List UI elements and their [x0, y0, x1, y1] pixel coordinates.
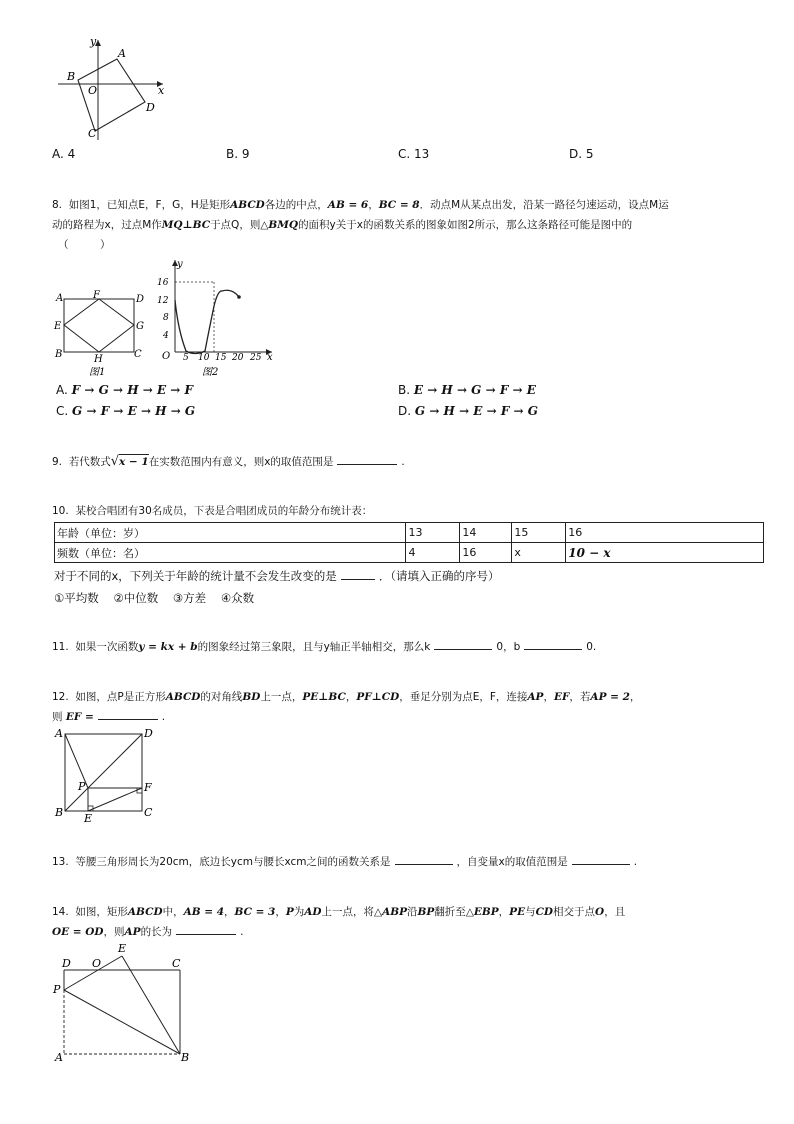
q14-answer-blank[interactable]: [176, 923, 236, 935]
q8-figure-1: [52, 288, 152, 380]
q8-fig2-xtick: 10: [198, 353, 210, 363]
q12-label-P: P: [78, 780, 86, 793]
q8-fig2-ytick: 4: [163, 331, 169, 341]
q14-label-C: C: [172, 957, 181, 970]
q8-fig1-label-D: D: [136, 294, 145, 305]
q12-stem-line1: 12. 如图，点P是正方形ABCD的对角线BD上一点，PE⊥BC，PF⊥CD，垂足分别为点E，F，连接AP，EF，若AP = 2，: [52, 691, 641, 703]
q10-age-table: [54, 522, 764, 563]
q8-stem-line2: 动的路程为x，过点M作MQ⊥BC于点Q，则△BMQ的面积y关于x的函数关系的图象如图2所示，那么这条路径可能是图中的: [52, 219, 633, 231]
q14-label-E: E: [118, 942, 127, 955]
q7-label-y: y: [90, 35, 97, 48]
table-cell: 10 − x: [566, 543, 764, 563]
table-row: [55, 523, 764, 543]
q13-function-blank[interactable]: [395, 853, 453, 865]
q7-label-D: D: [146, 101, 155, 114]
q11-k-blank[interactable]: [434, 638, 492, 650]
q8-fig2-caption: 图2: [202, 367, 219, 378]
q12-label-A: A: [55, 727, 63, 740]
q11-stem: 11. 如果一次函数y = kx + b的图象经过第三象限，且与y轴正半轴相交，那么k 0，b 0.: [52, 638, 596, 656]
q10-question: 对于不同的x，下列关于年龄的统计量不会发生改变的是 ．（请填入正确的序号）: [54, 569, 500, 583]
q8-option-d[interactable]: D. G → H → E → F → G: [398, 404, 539, 418]
q7-figure: [50, 32, 175, 144]
q8-answer-paren: （ ）: [58, 239, 111, 251]
q8-option-c[interactable]: C. G → F → E → H → G: [56, 404, 196, 418]
q7-option-d[interactable]: D. 5: [569, 147, 594, 161]
q8-fig2-label-origin: O: [162, 351, 171, 362]
q14-label-P: P: [53, 983, 61, 996]
q8-fig1-label-H: H: [94, 354, 103, 365]
q8-fig1-caption: 图1: [89, 367, 106, 378]
q14-label-A: A: [55, 1051, 63, 1064]
q14-label-O: O: [92, 957, 102, 970]
q7-option-c[interactable]: C. 13: [398, 147, 430, 161]
q8-fig2-xtick: 20: [232, 353, 244, 363]
table-cell: 13: [406, 523, 460, 543]
q8-fig2-xtick: 25: [250, 353, 262, 363]
q7-option-a[interactable]: A. 4: [52, 147, 76, 161]
q8-fig1-label-E: E: [54, 321, 62, 332]
q14-stem-line1: 14. 如图，矩形ABCD中，AB = 4，BC = 3，P为AD上一点，将△ABP沿BP翻折至△EBP，PE与CD相交于点O，且: [52, 906, 626, 918]
q8-fig1-label-A: A: [56, 293, 64, 304]
q8-fig2-label-y: y: [177, 259, 183, 270]
q12-answer-blank[interactable]: [98, 708, 158, 720]
q8-stem-line1: 8. 如图1，已知点E，F，G，H是矩形ABCD各边的中点，AB = 6，BC = 8．动点M从某点出发，沿某一路径匀速运动，设点M运: [52, 199, 669, 211]
q7-label-x: x: [158, 84, 165, 97]
q8-fig1-label-F: F: [93, 290, 100, 301]
q8-fig2-ytick: 8: [163, 313, 169, 323]
q14-label-B: B: [181, 1051, 190, 1064]
table-cell: 频数（单位：名）: [55, 543, 406, 563]
q13-range-blank[interactable]: [572, 853, 630, 865]
q8-fig2-label-x: x: [267, 352, 273, 363]
q8-fig1-label-G: G: [136, 321, 144, 332]
q11-b-blank[interactable]: [524, 638, 582, 650]
q8-fig2-ytick: 12: [157, 296, 169, 306]
q14-stem-line2: OE = OD，则AP的长为 .: [52, 923, 243, 941]
q7-label-A: A: [118, 47, 126, 60]
q12-label-F: F: [144, 781, 152, 794]
table-cell: 4: [406, 543, 460, 563]
q10-stem: 10. 某校合唱团有30名成员，下表是合唱团成员的年龄分布统计表：: [52, 505, 373, 517]
q12-stem-line2: 则 EF = .: [52, 708, 165, 726]
q8-fig2-xtick: 5: [183, 353, 189, 363]
table-cell: x: [512, 543, 566, 563]
q14-figure: [50, 940, 198, 1064]
q12-label-B: B: [55, 806, 64, 819]
q8-figure-2: [150, 256, 278, 380]
q7-label-B: B: [67, 70, 76, 83]
q8-fig1-label-C: C: [134, 349, 142, 360]
q8-option-b[interactable]: B. E → H → G → F → E: [398, 383, 536, 397]
sqrt-icon: √: [110, 454, 120, 469]
table-row: [55, 543, 764, 563]
q10-answer-blank[interactable]: [341, 568, 375, 580]
q12-label-E: E: [84, 812, 93, 824]
q8-fig1-label-B: B: [55, 349, 63, 360]
table-cell: 年龄（单位：岁）: [55, 523, 406, 543]
q12-label-C: C: [144, 806, 153, 819]
q12-figure: [52, 726, 162, 824]
table-cell: 15: [512, 523, 566, 543]
q8-fig2-xtick: 15: [215, 353, 227, 363]
q13-stem: 13. 等腰三角形周长为20cm，底边长ycm与腰长xcm之间的函数关系是 ，自变量x的取值范围是 .: [52, 853, 637, 871]
table-cell: 14: [460, 523, 512, 543]
q12-label-D: D: [144, 727, 153, 740]
q9-answer-blank[interactable]: [337, 453, 397, 465]
q8-option-a[interactable]: A. F → G → H → E → F: [56, 383, 194, 397]
q8-fig2-ytick: 16: [157, 278, 169, 288]
table-cell: 16: [460, 543, 512, 563]
q7-label-C: C: [88, 127, 97, 140]
q10-choices: ①平均数 ②中位数 ③方差 ④众数: [54, 591, 255, 605]
q14-label-D: D: [62, 957, 71, 970]
q7-option-b[interactable]: B. 9: [226, 147, 250, 161]
q9-stem: 9. 若代数式√x − 1在实数范围内有意义，则x的取值范围是 .: [52, 454, 405, 469]
table-cell: 16: [566, 523, 764, 543]
q7-label-O: O: [88, 84, 98, 97]
